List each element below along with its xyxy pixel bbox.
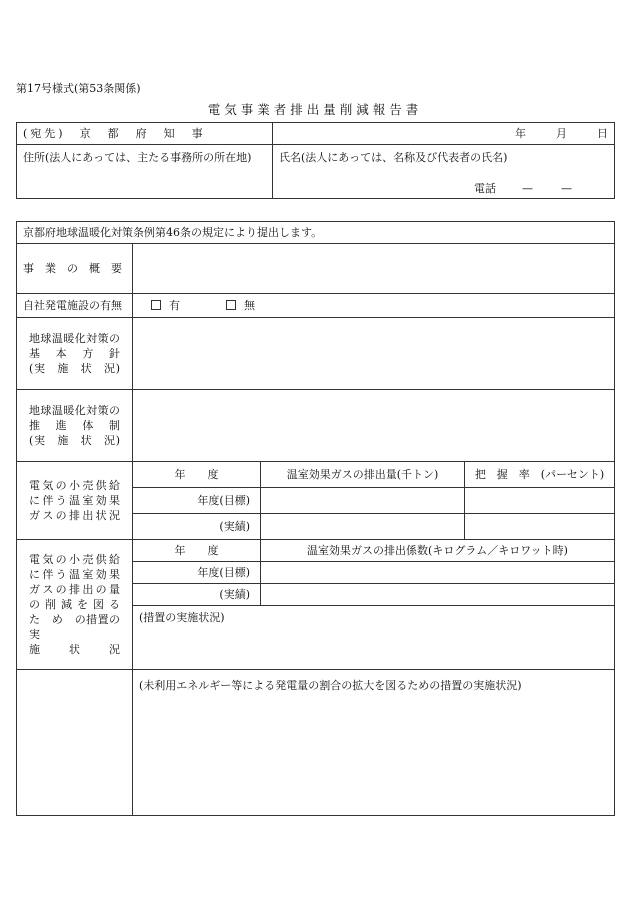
unused-energy-label: (未利用エネルギー等による発電量の割合の拡大を図るための措置の実施状況) bbox=[139, 679, 522, 692]
emission-actual-year[interactable]: (実績) bbox=[133, 514, 261, 540]
date-cell[interactable] bbox=[273, 123, 615, 145]
reduction-line: に伴う温室効果 bbox=[29, 568, 120, 581]
emission-status-label bbox=[17, 462, 133, 540]
business-overview-label: 事 業 の 概 要 bbox=[17, 244, 133, 294]
emission-line: に伴う温室効果 bbox=[29, 494, 120, 507]
address-label: 住所(法人にあっては、主たる事務所の所在地) bbox=[23, 151, 252, 164]
measures-label: (措置の実施状況) bbox=[139, 611, 225, 624]
col-factor-header: 温室効果ガスの排出係数(キログラム／キロワット時) bbox=[261, 540, 615, 562]
system-line: 地球温暖化対策の bbox=[29, 404, 120, 417]
emission-actual-rate[interactable] bbox=[465, 514, 615, 540]
policy-line: (実 施 状 況) bbox=[29, 362, 120, 375]
emission-target-rate[interactable] bbox=[465, 488, 615, 514]
factor-actual-year[interactable]: (実績) bbox=[133, 584, 261, 606]
emission-target-year[interactable]: 年度(目標) bbox=[133, 488, 261, 514]
recipient-cell bbox=[17, 123, 273, 145]
option-no-label: 無 bbox=[244, 299, 255, 312]
report-table bbox=[16, 221, 615, 816]
emission-line: ガスの排出状況 bbox=[29, 509, 120, 522]
emission-line: 電気の小売供給 bbox=[29, 479, 120, 492]
form-number: 第17号様式(第53条関係) bbox=[16, 82, 141, 95]
reduction-line: 施 状 況 bbox=[29, 643, 120, 656]
col-rate-header: 把 握 率 (パーセント) bbox=[465, 462, 615, 488]
self-power-label: 自社発電施設の有無 bbox=[17, 294, 133, 318]
document-title: 電気事業者排出量削減報告書 bbox=[207, 102, 423, 117]
reduction-label bbox=[17, 540, 133, 670]
phone-dash-2: — bbox=[561, 182, 572, 195]
system-label bbox=[17, 390, 133, 462]
col-year-header: 年 度 bbox=[133, 462, 261, 488]
name-cell[interactable] bbox=[273, 145, 615, 199]
checkbox-icon bbox=[151, 300, 161, 310]
system-line: 推 進 体 制 bbox=[29, 419, 120, 432]
emission-target-value[interactable] bbox=[261, 488, 465, 514]
emission-actual-value[interactable] bbox=[261, 514, 465, 540]
phone-line bbox=[279, 181, 608, 196]
reduction-line: の削減を図る bbox=[29, 598, 120, 611]
address-cell[interactable] bbox=[17, 145, 273, 199]
date-day: 日 bbox=[597, 127, 608, 140]
col-year-header-2: 年 度 bbox=[133, 540, 261, 562]
col-emission-header: 温室効果ガスの排出量(千トン) bbox=[261, 462, 465, 488]
unused-energy-field[interactable] bbox=[133, 670, 615, 816]
policy-line: 地球温暖化対策の bbox=[29, 332, 120, 345]
factor-actual-value[interactable] bbox=[261, 584, 615, 606]
date-month: 月 bbox=[556, 127, 567, 140]
system-field[interactable] bbox=[133, 390, 615, 462]
name-label: 氏名(法人にあっては、名称及び代表者の氏名) bbox=[279, 151, 508, 164]
policy-line: 基 本 方 針 bbox=[29, 347, 120, 360]
unused-energy-left bbox=[17, 670, 133, 816]
phone-dash-1: — bbox=[522, 182, 533, 195]
system-line: (実 施 状 況) bbox=[29, 434, 120, 447]
reduction-line: た め の措置の実 bbox=[29, 613, 120, 641]
self-power-options bbox=[133, 294, 615, 318]
checkbox-icon bbox=[226, 300, 236, 310]
option-yes[interactable] bbox=[151, 298, 180, 313]
factor-target-year[interactable]: 年度(目標) bbox=[133, 562, 261, 584]
recipient: (宛先) 京 都 府 知 事 bbox=[23, 127, 206, 140]
reduction-line: 電気の小売供給 bbox=[29, 553, 120, 566]
reduction-line: ガスの排出の量 bbox=[29, 583, 120, 596]
header-table bbox=[16, 122, 615, 199]
option-no[interactable] bbox=[226, 298, 255, 313]
policy-field[interactable] bbox=[133, 318, 615, 390]
intro-text: 京都府地球温暖化対策条例第46条の規定により提出します。 bbox=[23, 226, 323, 239]
factor-target-value[interactable] bbox=[261, 562, 615, 584]
option-yes-label: 有 bbox=[169, 299, 180, 312]
phone-label: 電話 bbox=[474, 182, 496, 195]
policy-label bbox=[17, 318, 133, 390]
intro-row bbox=[17, 222, 615, 244]
measures-field[interactable] bbox=[133, 606, 615, 670]
business-overview-field[interactable] bbox=[133, 244, 615, 294]
date-year: 年 bbox=[515, 127, 526, 140]
